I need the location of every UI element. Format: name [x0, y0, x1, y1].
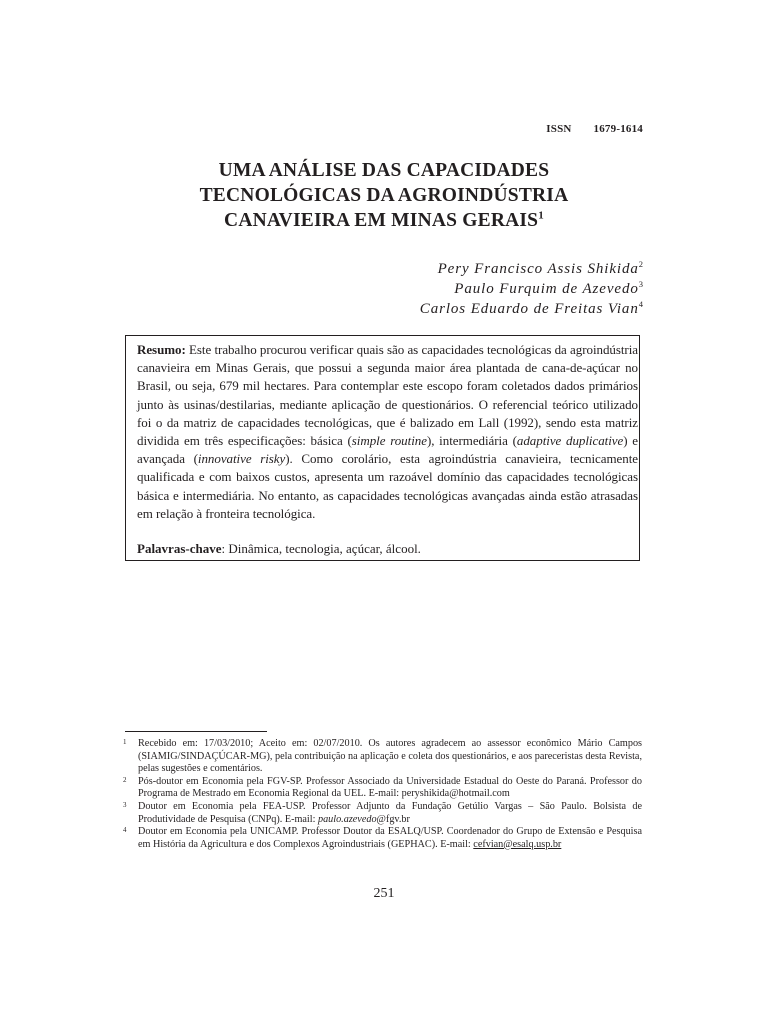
abstract-label: Resumo: — [137, 342, 186, 357]
footnote-email-domain: @fgv.br — [376, 813, 410, 825]
abstract-segment: ), intermediária ( — [426, 433, 517, 449]
footnote-1 — [123, 738, 642, 776]
footnote-4 — [123, 826, 642, 851]
abstract-segment: Este trabalho procurou verificar quais são as capacidades tecnológicas da agroindústria canavieira em Minas Gerais, que possui a segunda maior área plantada de cana-de-açúcar no Brasil, ou seja, 679 mil hectares. Para contemplar este escopo foram coletados dados primários junto às usinas/destilarias, mediante aplicação de questionários. O referencial teórico utilizado foi o da matriz de capacidades tecnológicas, que é balizado em Lall (1992), sendo esta matriz dividida em três especificações: básica ( — [137, 342, 638, 449]
footnote-2 — [123, 776, 642, 801]
issn-header — [546, 123, 643, 135]
keywords — [137, 540, 638, 558]
abstract-italic-term: adaptive duplicative — [516, 433, 624, 449]
title-line-1: UMA ANÁLISE DAS CAPACIDADES — [218, 160, 550, 181]
author-footnote-marker: 3 — [638, 279, 643, 289]
title-line-3: CANAVIEIRA EM MINAS GERAIS — [224, 210, 539, 231]
author-name: Paulo Furquim de Azevedo — [454, 281, 639, 297]
abstract-text — [137, 341, 638, 523]
footnote-divider — [125, 731, 267, 732]
footnote-marker: 4 — [123, 826, 127, 835]
keywords-text: : Dinâmica, tecnologia, açúcar, álcool. — [221, 541, 421, 556]
title-line-2: TECNOLÓGICAS DA AGROINDÚSTRIA — [199, 185, 569, 206]
author-footnote-marker: 4 — [638, 299, 643, 309]
footnote-marker: 2 — [123, 775, 127, 784]
paper-title — [126, 158, 642, 233]
author-name: Carlos Eduardo de Freitas Vian — [419, 301, 639, 317]
footnote-text: Doutor em Economia pela UNICAMP. Professor Doutor da ESALQ/USP. Coordenador do Grupo de Extensão e Pesquisa em História da Agricultura e dos Complexos Agroindustriais (GEPHAC). E-mail: — [138, 826, 642, 850]
abstract-segment: ). Como corolário, esta agroindústria canavieira, tecnicamente qualificada e com baixos custos, apresenta um razoável domínio das capacidades tecnológicas básica e intermediária. No entanto, as capacidades tecnológicas avançadas ainda estão atrasadas em relação à fronteira tecnológica. — [137, 451, 638, 521]
abstract-italic-term: innovative risky — [197, 451, 286, 467]
footnote-text: Doutor em Economia pela FEA-USP. Professor Adjunto da Fundação Getúlio Vargas – São Paulo. Bolsista de Produtividade de Pesquisa (CNPq). E-mail: — [138, 800, 642, 825]
footnote-text: Recebido em: 17/03/2010; Aceito em: 02/07/2010. Os autores agradecem ao assessor econômico Mário Campos (SIAMIG/SINDAÇÚCAR-MG), pela contribuição na aplicação e coleta dos questionários, e aos pareceristas desta Revista, pelas sugestões e comentários. — [138, 738, 642, 775]
keywords-label: Palavras-chave — [137, 541, 222, 556]
footnote-email-user: paulo.azevedo — [317, 813, 377, 825]
issn-label: ISSN — [546, 123, 572, 135]
footnote-marker: 3 — [123, 800, 127, 809]
footnote-email-link[interactable]: cefvian@esalq.usp.br — [473, 838, 562, 850]
author-name: Pery Francisco Assis Shikida — [437, 261, 639, 277]
abstract-italic-term: simple routine — [351, 433, 427, 449]
abstract-segment: ) e avançada ( — [137, 433, 639, 467]
page-number: 251 — [373, 886, 395, 901]
author-footnote-marker: 2 — [638, 259, 643, 269]
issn-number: 1679-1614 — [593, 123, 643, 135]
footnote-marker: 1 — [123, 738, 127, 746]
footnote-3 — [123, 801, 642, 826]
footnote-text: Pós-doutor em Economia pela FGV-SP. Professor Associado da Universidade Estadual do Oeste do Paraná. Professor do Programa de Mestrado em Economia Regional da UEL. E-mail: peryshikida@hotmail.com — [138, 775, 642, 800]
title-footnote-marker: 1 — [538, 209, 544, 222]
author-2 — [420, 279, 643, 299]
author-list — [420, 259, 643, 319]
author-1 — [420, 259, 643, 279]
footnotes — [123, 738, 642, 851]
author-3 — [420, 299, 643, 319]
